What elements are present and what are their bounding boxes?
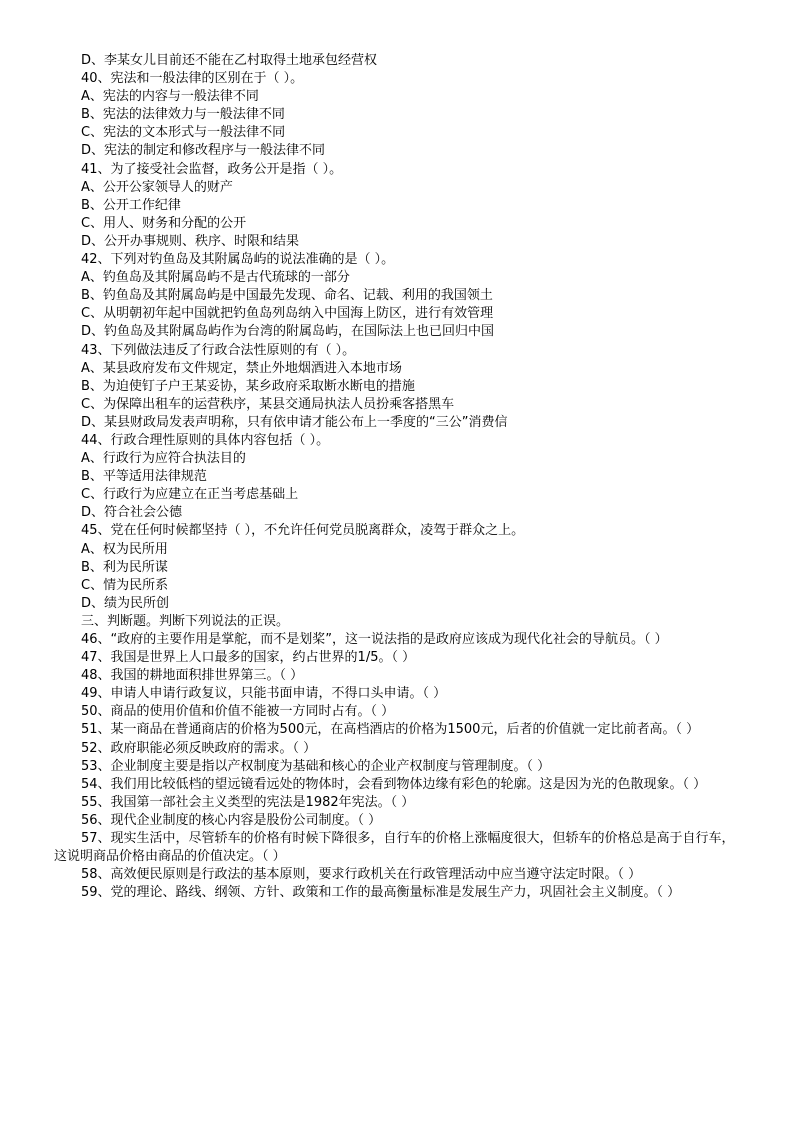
option-line: C、用人、财务和分配的公开 <box>81 215 247 231</box>
option-line: C、为保障出租车的运营秩序，某县交通局执法人员扮乘客搭黑车 <box>81 396 455 412</box>
question-line: 42、下列对钓鱼岛及其附属岛屿的说法准确的是（ ）。 <box>81 252 395 268</box>
option-line: C、从明朝初年起中国就把钓鱼岛列岛纳入中国海上防区，进行有效管理 <box>81 306 494 322</box>
judgment-line: 49、申请人申请行政复议，只能书面申请，不得口头申请。（ ） <box>81 686 447 702</box>
option-line: D、李某女儿目前还不能在乙村取得土地承包经营权 <box>81 53 378 68</box>
question-line: 45、党在任何时候都坚持（ ），不允许任何党员脱离群众，凌驾于群众之上。 <box>81 523 525 539</box>
option-line: A、权为民所用 <box>81 541 168 557</box>
judgment-line: 53、企业制度主要是指以产权制度为基础和核心的企业产权制度与管理制度。（ ） <box>81 758 551 774</box>
option-line: D、符合社会公德 <box>81 505 183 521</box>
judgment-line: 52、政府职能必须反映政府的需求。（ ） <box>81 740 317 756</box>
option-line: D、钓鱼岛及其附属岛屿作为台湾的附属岛屿，在国际法上也已回归中国 <box>81 324 495 340</box>
option-line: A、某县政府发布文件规定，禁止外地烟酒进入本地市场 <box>81 360 402 376</box>
section-heading: 三、判断题。判断下列说法的正误。 <box>81 613 290 629</box>
judgment-line: 54、我们用比较低档的望远镜看远处的物体时，会看到物体边缘有彩色的轮廓。这是因为光的色散现象。（ ） <box>81 776 707 792</box>
option-line: B、宪法的法律效力与一般法律不同 <box>81 107 285 123</box>
judgment-line: 47、我国是世界上人口最多的国家，约占世界的1/5。（ ） <box>81 650 416 666</box>
option-line: D、宪法的制定和修改程序与一般法律不同 <box>81 143 326 159</box>
option-line: A、钓鱼岛及其附属岛屿不是古代琉球的一部分 <box>81 270 350 286</box>
judgment-line: 56、现代企业制度的核心内容是股份公司制度。（ ） <box>81 812 382 828</box>
option-line: C、情为民所系 <box>81 577 169 593</box>
option-line: A、行政行为应符合执法目的 <box>81 451 246 467</box>
judgment-line: 55、我国第一部社会主义类型的宪法是1982年宪法。（ ） <box>81 794 415 810</box>
option-line: D、某县财政局发表声明称，只有依申请才能公布上一季度的“三公”消费信 <box>81 414 508 430</box>
option-line: C、行政行为应建立在正当考虑基础上 <box>81 487 299 503</box>
judgment-line: 50、商品的使用价值和价值不能被一方同时占有。（ ） <box>81 704 395 720</box>
option-line: B、利为民所谋 <box>81 559 168 575</box>
question-text-block <box>54 52 744 902</box>
option-line: B、为迫使钉子户王某妥协，某乡政府采取断水断电的措施 <box>81 378 415 394</box>
question-line: 40、宪法和一般法律的区别在于（ ）。 <box>81 71 304 87</box>
option-line: C、宪法的文本形式与一般法律不同 <box>81 125 286 141</box>
option-line: D、绩为民所创 <box>81 595 170 611</box>
judgment-line: 59、党的理论、路线、纲领、方针、政策和工作的最高衡量标准是发展生产力，巩固社会主义制度。（ ） <box>81 885 681 901</box>
option-line: A、公开公家领导人的财产 <box>81 179 233 195</box>
judgment-line: 48、我国的耕地面积排世界第三。（ ） <box>81 668 304 684</box>
judgment-line: 46、“政府的主要作用是掌舵，而不是划桨”，这一说法指的是政府应该成为现代化社会的导航员。（ ） <box>81 632 668 647</box>
question-line: 43、下列做法违反了行政合法性原则的有（ ）。 <box>81 342 356 358</box>
option-line: D、公开办事规则、秩序、时限和结果 <box>81 233 300 249</box>
judgment-line: 57、现实生活中，尽管轿车的价格有时候下降很多，自行车的价格上涨幅度很大，但轿车的价格总是高于自行车，这说明商品价格由商品的价值决定。（ ） <box>54 831 735 865</box>
question-line: 44、行政合理性原则的具体内容包括（ ）。 <box>81 432 330 448</box>
option-line: B、公开工作纪律 <box>81 197 181 213</box>
question-line: 41、为了接受社会监督，政务公开是指（ ）。 <box>81 161 343 177</box>
judgment-line: 58、高效便民原则是行政法的基本原则，要求行政机关在行政管理活动中应当遵守法定时限。（ ） <box>81 867 642 883</box>
option-line: B、平等适用法律规范 <box>81 469 207 485</box>
judgment-line: 51、某一商品在普通商店的价格为500元，在高档酒店的价格为1500元，后者的价值就一定比前者高。（ ） <box>81 722 700 738</box>
option-line: A、宪法的内容与一般法律不同 <box>81 89 259 105</box>
option-line: B、钓鱼岛及其附属岛屿是中国最先发现、命名、记载、利用的我国领土 <box>81 288 493 304</box>
